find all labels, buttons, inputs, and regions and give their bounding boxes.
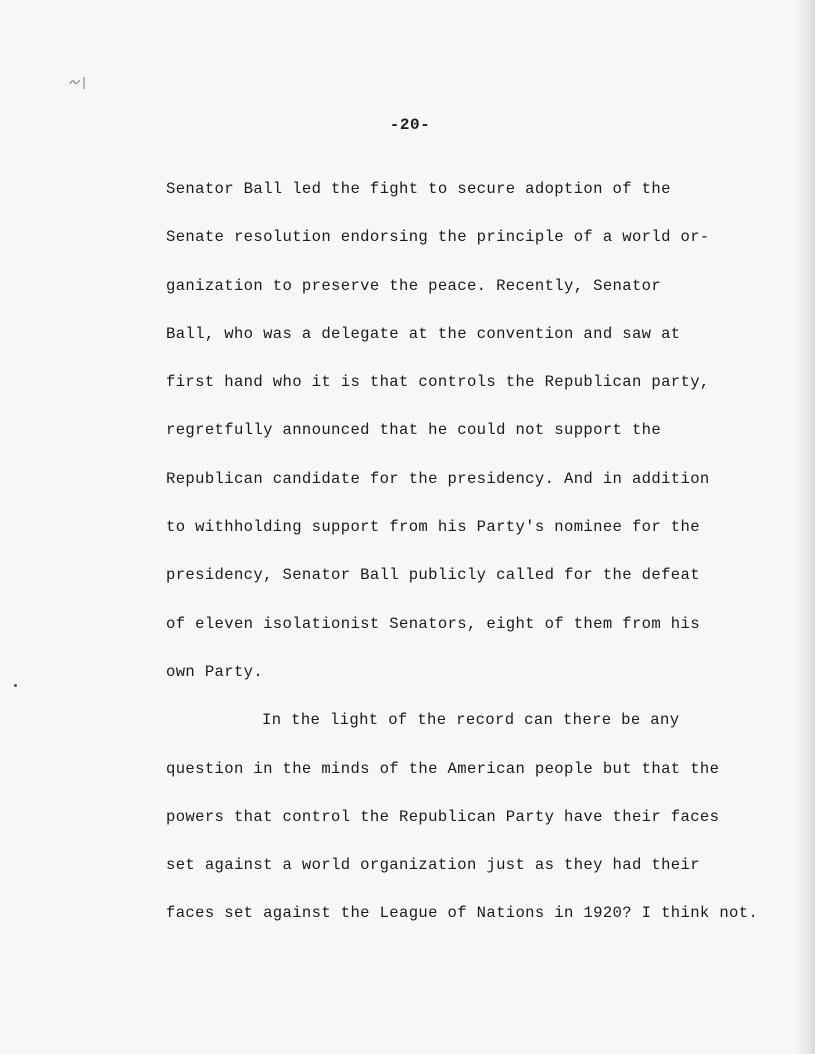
text-line: set against a world organization just as they had their [166, 856, 700, 875]
text-line: regretfully announced that he could not support the [166, 421, 662, 440]
page-number: -20- [389, 116, 431, 134]
text-line: to withholding support from his Party's nominee for the [166, 518, 700, 537]
text-line: own Party. [166, 662, 264, 681]
text-line: powers that control the Republican Party have their faces [166, 807, 720, 826]
text-line: In the light of the record can there be any [262, 711, 680, 730]
page-edge-shadow [793, 0, 815, 1054]
text-line: first hand who it is that controls the Republican party, [166, 373, 710, 392]
text-line: question in the minds of the American people but that the [166, 759, 720, 778]
paragraph-2 [166, 705, 786, 946]
handwritten-mark-icon [68, 72, 90, 92]
text-line: Ball, who was a delegate at the convention and saw at [166, 324, 681, 343]
text-line: of eleven isolationist Senators, eight of them from his [166, 614, 700, 633]
text-line: presidency, Senator Ball publicly called for the defeat [166, 566, 700, 585]
stray-mark [14, 684, 17, 687]
text-line: faces set against the League of Nations in 1920? I think not. [166, 904, 759, 923]
paragraph-1 [166, 174, 786, 705]
body-text [166, 174, 786, 947]
text-line: ganization to preserve the peace. Recently, Senator [166, 276, 662, 295]
text-line: Senator Ball led the fight to secure adoption of the [166, 180, 671, 198]
text-line: Senate resolution endorsing the principle of a world or- [166, 228, 710, 247]
text-line: Republican candidate for the presidency. And in addition [166, 469, 710, 488]
